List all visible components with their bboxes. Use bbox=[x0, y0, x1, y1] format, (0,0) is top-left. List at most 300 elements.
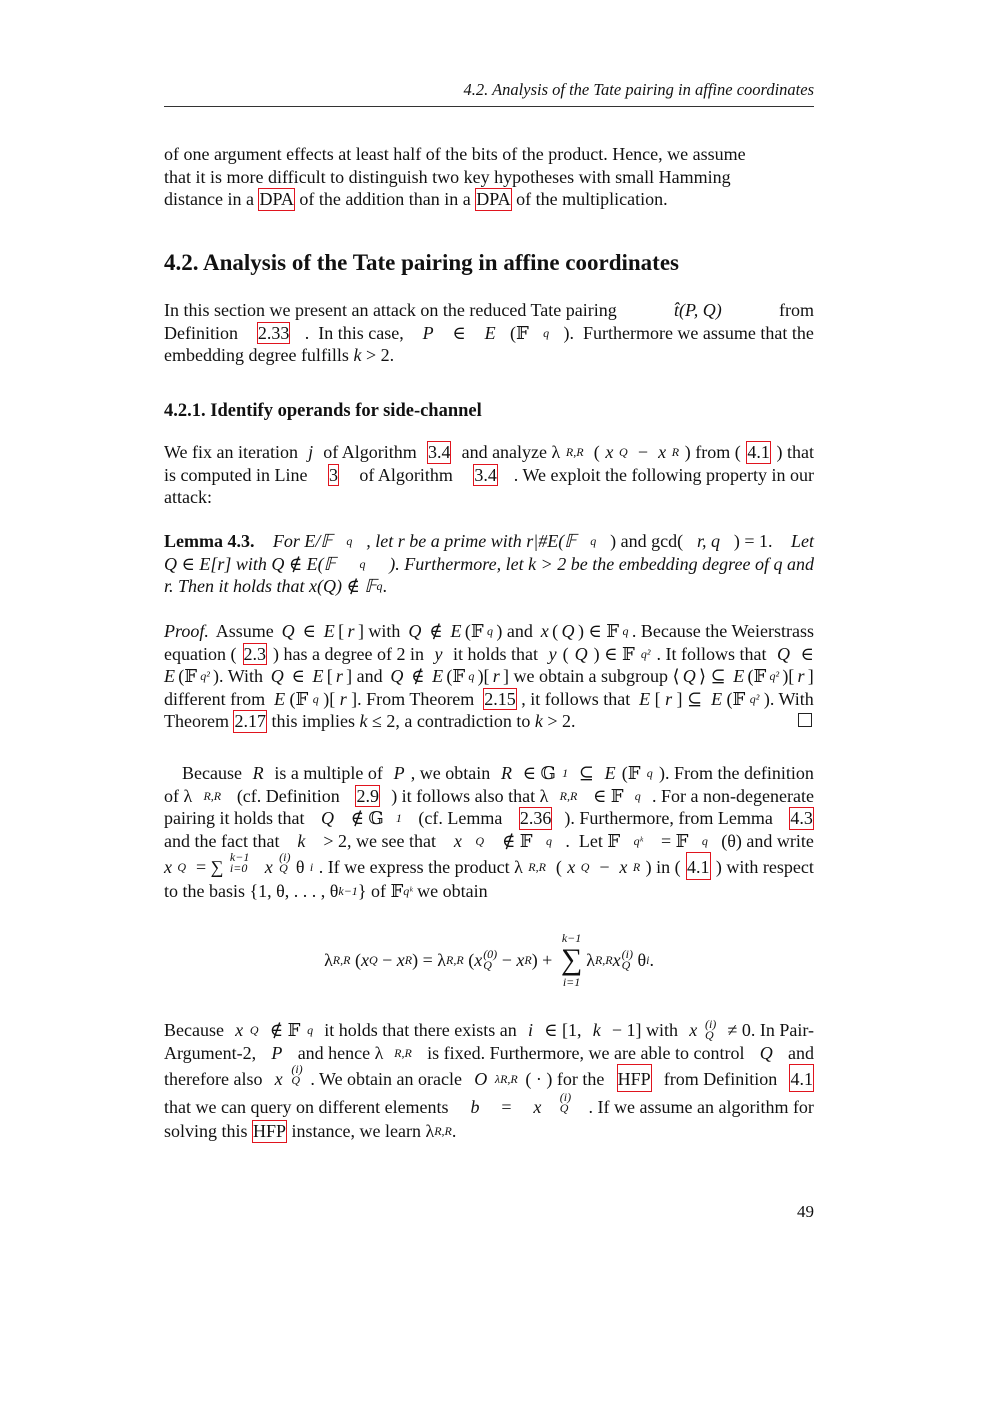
sup-sub-stack bbox=[622, 949, 633, 971]
text-run: ∈ bbox=[796, 643, 814, 664]
subscript: Q bbox=[619, 445, 628, 459]
text-line bbox=[164, 299, 814, 322]
text-run: (𝔽 bbox=[509, 322, 529, 343]
text-run: ∉ 𝔽 bbox=[497, 830, 533, 851]
subscript: R,R bbox=[565, 445, 584, 459]
math-italic: x bbox=[396, 950, 405, 970]
sup-sub-stack bbox=[230, 852, 249, 880]
math-italic: y bbox=[548, 643, 557, 664]
text-run: this implies bbox=[266, 711, 360, 732]
text-line bbox=[164, 880, 814, 903]
text-run: and bbox=[783, 1042, 814, 1063]
subscript: qᵏ bbox=[633, 833, 643, 848]
math-italic: E bbox=[484, 322, 496, 343]
subscript: q bbox=[359, 556, 366, 571]
cross-reference-link[interactable]: HFP bbox=[617, 1064, 652, 1092]
math-italic: y bbox=[434, 643, 443, 664]
math-italic: r. Then it holds that x(Q) ∉ 𝔽 bbox=[164, 576, 377, 597]
cross-reference-link[interactable]: 2.3 bbox=[243, 643, 267, 664]
subscript: Q bbox=[483, 958, 492, 972]
text-run: ) has a degree of 2 in bbox=[273, 643, 429, 664]
math-italic: r bbox=[347, 621, 355, 641]
text-run: ] and bbox=[346, 666, 388, 687]
math-italic: k bbox=[534, 711, 543, 732]
text-run: > 2, we see that bbox=[318, 830, 441, 851]
subscript: q bbox=[376, 579, 383, 594]
text-run: (θ) and write bbox=[721, 830, 814, 851]
math-italic: x bbox=[453, 830, 462, 851]
text-line bbox=[164, 344, 814, 367]
text-run: ( bbox=[562, 643, 569, 664]
display-equation bbox=[164, 931, 814, 989]
text-run: ) it follows also that λ bbox=[391, 785, 549, 806]
text-run: from bbox=[774, 300, 814, 320]
text-run: − 1] with bbox=[607, 1020, 683, 1040]
text-run: } of 𝔽 bbox=[357, 881, 404, 902]
text-run: . We exploit the following property in our bbox=[513, 464, 814, 485]
math-italic: x bbox=[612, 950, 621, 970]
subscript: R bbox=[671, 445, 680, 459]
text-run: ] with bbox=[357, 621, 405, 641]
cross-reference-link[interactable]: 2.17 bbox=[234, 711, 266, 732]
text-run: ) = 1. bbox=[733, 531, 778, 551]
sum-upper-limit: k−1 bbox=[561, 931, 582, 945]
cross-reference-link[interactable]: DPA bbox=[259, 189, 294, 210]
text-run: Because bbox=[164, 1020, 229, 1040]
subscript: Q bbox=[580, 860, 590, 875]
math-italic: k bbox=[359, 711, 368, 732]
subscript: q bbox=[634, 788, 641, 803]
cross-reference-link[interactable]: 3 bbox=[328, 464, 338, 485]
cross-reference-link[interactable]: 4.1 bbox=[747, 442, 770, 462]
text-run: therefore also bbox=[164, 1069, 267, 1090]
subscript: Q bbox=[704, 1028, 714, 1042]
text-line bbox=[164, 188, 814, 211]
text-run: of the addition than in a bbox=[294, 189, 476, 210]
text-line bbox=[164, 575, 814, 598]
sum-lower-limit: i=1 bbox=[562, 975, 581, 989]
text-run: [ bbox=[338, 621, 345, 641]
subscript: Q bbox=[291, 1073, 300, 1088]
text-run: different from bbox=[164, 688, 270, 709]
math-italic: E bbox=[274, 688, 286, 709]
text-run: ( bbox=[552, 621, 559, 641]
text-run: it holds that there exists an bbox=[319, 1020, 522, 1040]
superscript: i bbox=[309, 860, 314, 875]
text-run: and the fact that bbox=[164, 830, 284, 851]
subscript: q bbox=[622, 624, 629, 638]
section-heading: 4.2. Analysis of the Tate pairing in affine coordinates bbox=[164, 250, 679, 275]
subscript: 1 bbox=[562, 766, 569, 780]
text-run: and hence λ bbox=[293, 1042, 384, 1063]
text-line bbox=[164, 166, 814, 189]
text-line bbox=[164, 1064, 814, 1092]
subscript: q² bbox=[769, 669, 780, 684]
text-run: In this section we present an attack on the reduced Tate pairing bbox=[164, 300, 622, 320]
text-run: > 2. bbox=[542, 711, 576, 732]
math-italic: E bbox=[639, 688, 651, 709]
text-line bbox=[164, 143, 814, 166]
subscript: R,R bbox=[528, 860, 546, 875]
text-run: (𝔽 bbox=[747, 666, 767, 687]
math-italic: Proof. bbox=[164, 621, 209, 641]
math-italic: Let bbox=[790, 531, 814, 551]
math-italic: P bbox=[393, 763, 405, 783]
text-run: Definition bbox=[164, 322, 243, 343]
text-run: (cf. Lemma bbox=[413, 808, 507, 829]
text-run: ∈ bbox=[286, 666, 310, 687]
text-run: of Algorithm bbox=[318, 442, 422, 462]
text-run: we obtain bbox=[412, 881, 488, 902]
text-run: of Algorithm bbox=[354, 464, 458, 485]
subsection-heading: 4.2.1. Identify operands for side-channel bbox=[164, 401, 482, 421]
text-line bbox=[164, 643, 814, 666]
text-run: ≤ 2, a contradiction to bbox=[367, 711, 535, 732]
cross-reference-link[interactable]: 2.15 bbox=[484, 688, 516, 709]
cross-reference-link[interactable]: 4.1 bbox=[686, 852, 711, 880]
math-italic: E bbox=[312, 666, 324, 687]
math-italic: Q bbox=[390, 666, 404, 687]
text-run: (𝔽 bbox=[178, 666, 197, 687]
text-run: ∈ bbox=[447, 322, 471, 343]
text-run: θ bbox=[295, 857, 305, 878]
subscript: R,R bbox=[394, 1045, 412, 1060]
text-run: . It follows that bbox=[656, 643, 771, 664]
text-run: (𝔽 bbox=[726, 688, 746, 709]
text-run: . bbox=[382, 576, 387, 597]
text-run: ) from ( bbox=[684, 442, 741, 462]
text-run: (𝔽 bbox=[621, 763, 641, 783]
subscript: q bbox=[543, 325, 550, 340]
paragraph-intro bbox=[164, 143, 814, 211]
summation bbox=[561, 931, 582, 989]
text-run: . For a non-degenerate bbox=[652, 785, 814, 806]
text-run: (𝔽 bbox=[464, 621, 484, 641]
math-italic: E bbox=[164, 666, 175, 687]
superscript: (0) bbox=[483, 947, 498, 961]
text-run: ). Furthermore we assume that the bbox=[563, 322, 814, 343]
superscript: i bbox=[646, 953, 650, 967]
math-italic: r, q bbox=[696, 531, 720, 551]
math-italic: x bbox=[235, 1020, 244, 1040]
text-line bbox=[164, 553, 814, 576]
math-italic: E bbox=[733, 666, 745, 687]
text-line bbox=[164, 688, 814, 711]
text-run: that we can query on different elements bbox=[164, 1097, 454, 1118]
text-run: ] we obtain a subgroup ⟨ bbox=[503, 666, 680, 687]
math-italic: E bbox=[604, 763, 616, 783]
text-run: . We obtain an oracle bbox=[310, 1069, 467, 1090]
text-run: λ bbox=[324, 950, 333, 970]
superscript: (i) bbox=[291, 1062, 303, 1077]
text-run: ∈ 𝔾 bbox=[518, 763, 556, 783]
text-run: solving this bbox=[164, 1121, 253, 1142]
math-italic: t̂(P, Q) bbox=[674, 300, 722, 320]
text-line bbox=[164, 710, 814, 733]
text-run: Assume bbox=[212, 621, 279, 641]
subscript: q² bbox=[200, 669, 210, 684]
math-italic: x bbox=[164, 857, 172, 878]
qed-box-icon bbox=[798, 713, 812, 727]
subscript: R,R bbox=[559, 788, 578, 803]
text-line bbox=[164, 486, 814, 509]
paragraph-conclusion bbox=[164, 1019, 814, 1143]
subscript: λR,R bbox=[494, 1072, 518, 1087]
math-italic: Q bbox=[574, 643, 588, 664]
text-run: ). With bbox=[213, 666, 268, 687]
math-italic: , let r be a prime with r|#E(𝔽 bbox=[366, 531, 577, 551]
superscript: (i) bbox=[621, 947, 633, 961]
text-run: ∈ bbox=[298, 621, 321, 641]
text-run: ∉ bbox=[406, 666, 429, 687]
math-italic: r bbox=[797, 666, 805, 687]
subscript: qᵏ bbox=[403, 884, 413, 899]
text-run: − bbox=[497, 950, 517, 970]
subscript: Q bbox=[559, 1101, 569, 1116]
superscript: k−1 bbox=[338, 884, 358, 899]
subscript: Q bbox=[368, 953, 378, 967]
subscript: Q bbox=[279, 861, 288, 876]
math-italic: x bbox=[474, 950, 483, 970]
text-run: )[ bbox=[323, 688, 336, 709]
header-rule bbox=[164, 106, 814, 107]
text-run: > 2. bbox=[361, 345, 395, 366]
subscript: R,R bbox=[203, 788, 222, 803]
text-line bbox=[164, 852, 814, 880]
text-run: , we obtain bbox=[410, 763, 495, 783]
math-italic: Q bbox=[561, 621, 575, 641]
text-line bbox=[164, 441, 814, 464]
text-run: (cf. Definition bbox=[232, 785, 345, 806]
text-run: − bbox=[633, 442, 653, 462]
text-line bbox=[164, 322, 814, 345]
text-run: − bbox=[377, 950, 397, 970]
text-run: − bbox=[594, 857, 614, 878]
math-italic: x bbox=[264, 857, 273, 878]
sup-sub-stack bbox=[291, 1064, 302, 1092]
text-run: (𝔽 bbox=[289, 688, 309, 709]
subscript: q bbox=[487, 624, 493, 638]
text-run: ∉ bbox=[424, 621, 448, 641]
math-italic: E bbox=[432, 666, 444, 687]
text-run: ≠ 0. In Pair- bbox=[722, 1020, 814, 1040]
text-run bbox=[255, 852, 260, 880]
math-italic: E bbox=[450, 621, 462, 641]
math-italic: Q ∈ E[r] with Q ∉ E(𝔽 bbox=[164, 553, 336, 574]
math-italic: r bbox=[335, 666, 343, 687]
math-italic: ). Furthermore, let k > 2 be the embedding degree of q and bbox=[389, 553, 814, 574]
math-italic: x bbox=[533, 1097, 542, 1118]
math-italic: x bbox=[567, 857, 576, 878]
subscript: q² bbox=[640, 646, 651, 661]
text-line bbox=[164, 530, 814, 553]
text-run: embedding degree fulfills bbox=[164, 345, 354, 366]
subscript: q bbox=[307, 1023, 314, 1037]
text-run: ⟩ ⊆ bbox=[698, 666, 731, 687]
text-run: of one argument effects at least half of the bits of the product. Hence, we assume bbox=[164, 144, 746, 164]
math-italic: Q bbox=[759, 1042, 773, 1063]
text-run: instance, we learn λ bbox=[287, 1121, 435, 1142]
text-run: ). From the definition bbox=[658, 763, 814, 783]
superscript: (i) bbox=[279, 850, 291, 865]
text-run: ) in ( bbox=[645, 857, 681, 878]
text-run: ) that bbox=[776, 442, 814, 462]
bold-label: Lemma 4.3. bbox=[164, 531, 255, 551]
text-run: ]. From Theorem bbox=[351, 688, 479, 709]
text-run: θ bbox=[632, 950, 647, 970]
cross-reference-link[interactable]: 2.33 bbox=[257, 322, 290, 343]
cross-reference-link[interactable]: HFP bbox=[253, 1121, 287, 1142]
math-italic: Q bbox=[408, 621, 422, 641]
math-italic: x bbox=[360, 950, 369, 970]
math-italic: E bbox=[711, 688, 723, 709]
superscript: (i) bbox=[704, 1017, 717, 1031]
subscript: q bbox=[346, 534, 353, 548]
subscript: 1 bbox=[395, 811, 402, 826]
text-run: ∉ 𝔽 bbox=[265, 1020, 301, 1040]
math-italic: k bbox=[297, 830, 306, 851]
text-run: ( bbox=[350, 950, 361, 970]
text-run: . In this case, bbox=[304, 322, 409, 343]
text-run: . Because the Weierstrass bbox=[631, 621, 814, 641]
subscript: q bbox=[545, 833, 552, 848]
text-run: , it follows that bbox=[521, 688, 635, 709]
text-run: = ∑ bbox=[191, 857, 224, 878]
math-italic: x bbox=[274, 1069, 283, 1090]
text-run: ( · ) for the bbox=[525, 1069, 609, 1090]
sup-sub-stack bbox=[560, 1092, 571, 1120]
math-italic: i bbox=[527, 1020, 533, 1040]
text-run: equation ( bbox=[164, 643, 237, 664]
superscript: k−1 bbox=[229, 850, 250, 865]
text-run: )[ bbox=[477, 666, 490, 687]
subscript: q² bbox=[749, 691, 760, 706]
math-italic: x bbox=[540, 621, 549, 641]
cross-reference-link[interactable]: 4.3 bbox=[790, 808, 813, 829]
subscript: i=0 bbox=[229, 861, 248, 876]
subscript: R,R bbox=[446, 953, 464, 967]
text-run: Theorem bbox=[164, 711, 234, 732]
text-run: ∈ [1, bbox=[539, 1020, 586, 1040]
cross-reference-link[interactable]: 3.4 bbox=[427, 442, 451, 462]
text-run: that it is more difficult to distinguish two key hypotheses with small Hamming bbox=[164, 166, 731, 187]
sigma-symbol: ∑ bbox=[560, 943, 583, 976]
text-run: )[ bbox=[782, 666, 795, 687]
text-run: We fix an iteration bbox=[164, 442, 303, 462]
subscript: q bbox=[312, 691, 319, 706]
text-run: of λ bbox=[164, 785, 193, 806]
cross-reference-link[interactable]: 2.9 bbox=[356, 785, 379, 806]
text-run: ] bbox=[807, 666, 814, 687]
text-run: is computed in Line bbox=[164, 464, 312, 485]
sup-sub-stack bbox=[483, 949, 497, 971]
text-run: ( bbox=[551, 857, 562, 878]
math-italic: Q bbox=[281, 621, 295, 641]
text-run: [ bbox=[654, 688, 661, 709]
text-run: pairing it holds that bbox=[164, 808, 309, 829]
text-line bbox=[164, 665, 814, 688]
text-line bbox=[164, 1042, 814, 1065]
math-italic: r bbox=[492, 666, 500, 687]
text-run: to the basis {1, θ, . . . , θ bbox=[164, 881, 339, 902]
math-italic: E bbox=[323, 621, 335, 641]
text-run: . bbox=[649, 950, 654, 970]
text-run: . If we assume an algorithm for bbox=[588, 1097, 814, 1118]
text-line bbox=[164, 1120, 814, 1143]
text-run: ∈ 𝔽 bbox=[588, 785, 624, 806]
math-italic: Q bbox=[682, 666, 696, 687]
math-italic: k bbox=[592, 1020, 601, 1040]
math-italic: j bbox=[308, 442, 314, 462]
paragraph-analysis bbox=[164, 762, 814, 903]
sup-sub-stack bbox=[279, 852, 290, 880]
page-number: 49 bbox=[797, 1202, 814, 1221]
text-run: is a multiple of bbox=[269, 763, 388, 783]
superscript: (i) bbox=[559, 1090, 572, 1105]
text-run: from Definition bbox=[659, 1069, 782, 1090]
sup-sub-stack bbox=[705, 1019, 716, 1042]
text-line bbox=[164, 1092, 814, 1120]
text-run: . If we express the product λ bbox=[318, 857, 523, 878]
subscript: Q bbox=[249, 1023, 259, 1037]
text-line bbox=[164, 1019, 814, 1042]
text-run: = 𝔽 bbox=[656, 830, 689, 851]
math-italic: R bbox=[252, 763, 264, 783]
subscript: q bbox=[590, 534, 597, 548]
text-line bbox=[164, 785, 814, 808]
math-italic: b bbox=[470, 1097, 480, 1118]
text-run: ) + bbox=[531, 950, 557, 970]
text-run: distance in a bbox=[164, 189, 259, 210]
math-italic: r bbox=[339, 688, 347, 709]
cross-reference-link[interactable]: 3.4 bbox=[474, 464, 497, 485]
text-line bbox=[164, 807, 814, 830]
text-run: it holds that bbox=[448, 643, 543, 664]
cross-reference-link[interactable]: 2.36 bbox=[519, 808, 552, 829]
subscript: Q bbox=[177, 860, 187, 875]
text-run: [ bbox=[326, 666, 333, 687]
text-run: and analyze λ bbox=[457, 442, 561, 462]
text-run: ) ∈ 𝔽 bbox=[577, 621, 620, 641]
subscript: R bbox=[632, 860, 641, 875]
math-italic: r bbox=[665, 688, 673, 709]
text-run: ) and bbox=[496, 621, 538, 641]
cross-reference-link[interactable]: 4.1 bbox=[789, 1064, 814, 1092]
text-run: = bbox=[496, 1097, 516, 1118]
text-run: attack: bbox=[164, 487, 212, 508]
text-run: ( bbox=[463, 950, 475, 970]
math-italic: x bbox=[605, 442, 614, 462]
subscript: q bbox=[646, 766, 653, 780]
proof bbox=[164, 620, 814, 733]
text-line bbox=[164, 464, 814, 487]
lemma-4-3 bbox=[164, 530, 814, 598]
text-run: ) and gcd( bbox=[610, 531, 684, 551]
subscript: R,R bbox=[332, 953, 351, 967]
cross-reference-link[interactable]: DPA bbox=[476, 189, 511, 210]
paragraph-operands bbox=[164, 441, 814, 509]
math-italic: For E/𝔽 bbox=[268, 531, 333, 551]
math-italic: Q bbox=[270, 666, 284, 687]
subscript: Q bbox=[475, 833, 484, 848]
math-italic: R bbox=[500, 763, 512, 783]
math-italic: x bbox=[658, 442, 667, 462]
math-italic: x bbox=[516, 950, 525, 970]
subscript: Q bbox=[621, 958, 631, 972]
text-run: . Let 𝔽 bbox=[565, 830, 621, 851]
text-line bbox=[164, 762, 814, 785]
subscript: R bbox=[404, 953, 413, 967]
